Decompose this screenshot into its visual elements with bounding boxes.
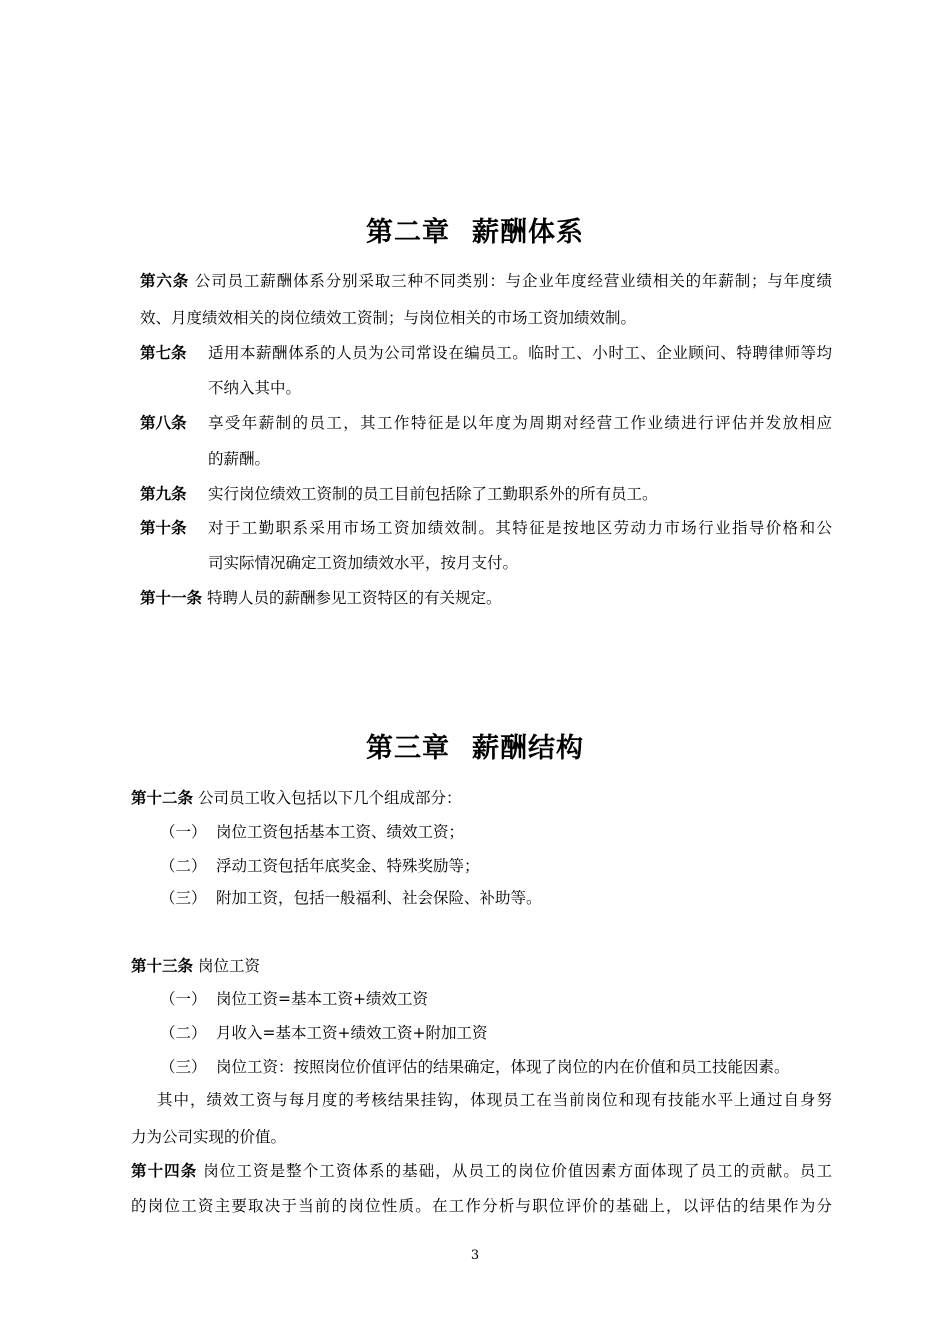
article-9-text-1: 实行岗位绩效工资制的员工目前包括除了工勤职系外的所有员工。 bbox=[208, 485, 658, 503]
article-14-line-1 bbox=[131, 1161, 832, 1181]
article-12-line bbox=[131, 788, 461, 808]
article-8-text-1: 享受年薪制的员工，其工作特征是以年度为周期对经营工作业绩进行评估并发放相应 bbox=[208, 414, 832, 432]
article-13-item-3-num: （三） bbox=[160, 1058, 207, 1076]
article-7-label: 第七条 bbox=[140, 344, 187, 362]
article-10-text-1: 对于工勤职系采用市场工资加绩效制。其特征是按地区劳动力市场行业指导价格和公 bbox=[208, 519, 832, 537]
article-13-item-2-num: （二） bbox=[160, 1024, 207, 1042]
article-6-label: 第六条 bbox=[140, 272, 190, 290]
chapter-2-title bbox=[0, 210, 950, 249]
chapter-3-number: 第三章 bbox=[366, 733, 450, 764]
article-11-line bbox=[140, 588, 501, 608]
article-12-item-1-text: 岗位工资包括基本工资、绩效工资； bbox=[216, 823, 465, 841]
article-13-note-1: 其中，绩效工资与每月度的考核结果挂钩，体现员工在当前岗位和现有技能水平上通过自身努 bbox=[157, 1091, 832, 1109]
article-13-label: 第十三条 bbox=[131, 957, 194, 975]
article-13-item-1-num: （一） bbox=[160, 990, 207, 1008]
article-12-label: 第十二条 bbox=[131, 789, 194, 807]
article-9-label: 第九条 bbox=[140, 485, 187, 503]
article-14-label: 第十四条 bbox=[131, 1162, 198, 1180]
article-10-label: 第十条 bbox=[140, 519, 187, 537]
article-11-text: 特聘人员的薪酬参见工资特区的有关规定。 bbox=[206, 589, 502, 607]
chapter-3-title bbox=[0, 726, 950, 765]
chapter-2-name: 薪酬体系 bbox=[472, 217, 584, 248]
article-13-note-2: 力为公司实现的价值。 bbox=[131, 1128, 287, 1146]
article-12-item-2-num: （二） bbox=[160, 857, 207, 875]
article-12-text: 公司员工收入包括以下几个组成部分： bbox=[197, 789, 462, 807]
article-6-line-2: 效、月度绩效相关的岗位绩效工资制；与岗位相关的市场工资加绩效制。 bbox=[140, 309, 637, 327]
article-14-text-1: 岗位工资是整个工资体系的基础，从员工的岗位价值因素方面体现了员工的贡献。员工 bbox=[203, 1162, 832, 1180]
article-13-line bbox=[131, 956, 260, 976]
article-7-text-1: 适用本薪酬体系的人员为公司常设在编员工。临时工、小时工、企业顾问、特聘律师等均 bbox=[208, 344, 832, 362]
chapter-2-number: 第二章 bbox=[366, 217, 450, 248]
article-8-label: 第八条 bbox=[140, 414, 187, 432]
article-10-text-2: 司实际情况确定工资加绩效水平，按月支付。 bbox=[208, 554, 519, 572]
page-number: 3 bbox=[470, 1248, 480, 1263]
article-14-line-2: 的岗位工资主要取决于当前的岗位性质。在工作分析与职位评价的基础上，以评估的结果作为分 bbox=[131, 1197, 832, 1215]
article-12-item-2-text: 浮动工资包括年底奖金、特殊奖励等； bbox=[216, 857, 480, 875]
article-13-item-1-text: 岗位工资=基本工资+绩效工资 bbox=[216, 990, 428, 1008]
chapter-3-name: 薪酬结构 bbox=[472, 733, 584, 764]
article-11-label: 第十一条 bbox=[140, 589, 203, 607]
article-6-line-1 bbox=[140, 271, 832, 291]
article-13-item-2-text: 月收入=基本工资+绩效工资+附加工资 bbox=[216, 1024, 488, 1042]
article-7-text-2: 不纳入其中。 bbox=[208, 379, 302, 397]
article-6-text-1: 公司员工薪酬体系分别采取三种不同类别：与企业年度经营业绩相关的年薪制；与年度绩 bbox=[194, 272, 832, 290]
article-12-item-1-num: （一） bbox=[160, 823, 207, 841]
article-13-text: 岗位工资 bbox=[197, 957, 260, 975]
article-13-item-3-text: 岗位工资：按照岗位价值评估的结果确定，体现了岗位的内在价值和员工技能因素。 bbox=[216, 1058, 790, 1076]
article-12-item-3-text: 附加工资，包括一般福利、社会保险、补助等。 bbox=[216, 889, 542, 907]
article-8-text-2: 的薪酬。 bbox=[208, 450, 271, 468]
article-12-item-3-num: （三） bbox=[160, 889, 207, 907]
